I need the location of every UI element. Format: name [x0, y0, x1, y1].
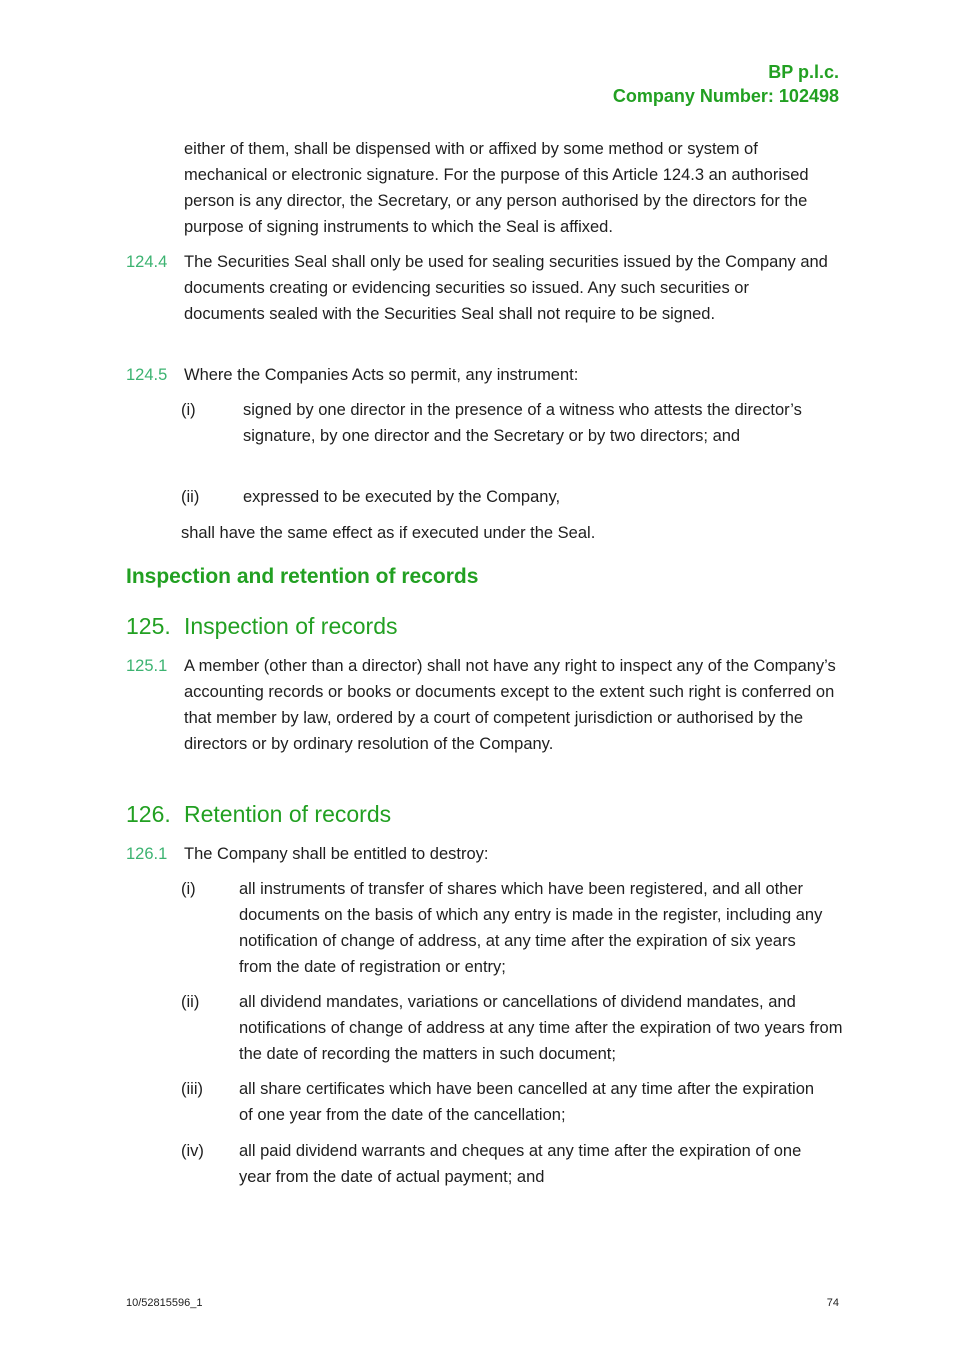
article-124-5-number: 124.5: [126, 366, 168, 384]
article-126-1-item-label: (iv): [181, 1142, 204, 1160]
article-126-1-item-label: (iii): [181, 1080, 203, 1098]
article-124-4-text: The Securities Seal shall only be used for sealing securities issued by the Company and documents creating or evidencing securities so issued. Any such securities or documents sealed with the Securities Seal shall not require to be signed.: [184, 253, 828, 323]
continuation-paragraph: either of them, shall be dispensed with or affixed by some method or system of mechanical or electronic signature. For the purpose of this Article 124.3 an authorised person is any director, the Secretary, or any person authorised by the directors for the purpose of signing instruments to which the Seal is affixed.: [184, 140, 809, 236]
article-126-number: 126.: [126, 801, 171, 827]
page-number: 74: [826, 1297, 839, 1309]
article-125-1-text: A member (other than a director) shall not have any right to inspect any of the Company’s accounting records or books or documents except to the extent such right is conferred on that member by law, ordered by a court of competent jurisdiction or authorised by the directors or by ordinary resolution of the Company.: [184, 657, 836, 753]
article-126-1-item-text: all instruments of transfer of shares which have been registered, and all other documents on the basis of which any entry is made in the register, including any notification of change of address, at any time after the expiration of six years from the date of registration or entry;: [239, 880, 823, 976]
article-125-1-number: 125.1: [126, 657, 168, 675]
article-126-1-item-text: all paid dividend warrants and cheques at any time after the expiration of one year from the date of actual payment; and: [239, 1142, 802, 1186]
document-header: [613, 60, 839, 108]
article-124-5-item-text: signed by one director in the presence of a witness who attests the director’s signature, by one director and the Secretary or by two directors; and: [243, 401, 802, 445]
company-name: BP p.l.c.: [768, 62, 839, 82]
company-number: Company Number: 102498: [612, 86, 839, 106]
section-heading: Inspection and retention of records: [126, 565, 479, 588]
article-126-title: Retention of records: [184, 801, 392, 827]
article-126-1-item-label: (ii): [181, 993, 200, 1011]
article-124-5-item-text: expressed to be executed by the Company,: [243, 488, 561, 506]
article-124-5-item-label: (ii): [181, 488, 200, 506]
article-124-5-item-label: (i): [181, 401, 196, 419]
article-126-1-item-label: (i): [181, 880, 196, 898]
document-reference: 10/52815596_1: [126, 1297, 203, 1309]
article-126-1-item-text: all share certificates which have been cancelled at any time after the expiration of one year from the date of the cancellation;: [239, 1080, 815, 1124]
article-124-5-text: Where the Companies Acts so permit, any instrument:: [184, 366, 579, 384]
article-126-1-item-text: all dividend mandates, variations or cancellations of dividend mandates, and notifications of change of address at any time after the expiration of two years from the date of recording the matters in such document;: [239, 993, 843, 1063]
article-126-1-text: The Company shall be entitled to destroy:: [184, 845, 489, 863]
article-124-5-closing: shall have the same effect as if executed under the Seal.: [181, 524, 596, 542]
article-125-title: Inspection of records: [184, 613, 398, 639]
article-125-number: 125.: [126, 613, 171, 639]
article-126-1-number: 126.1: [126, 845, 168, 863]
article-124-4-number: 124.4: [126, 253, 168, 271]
